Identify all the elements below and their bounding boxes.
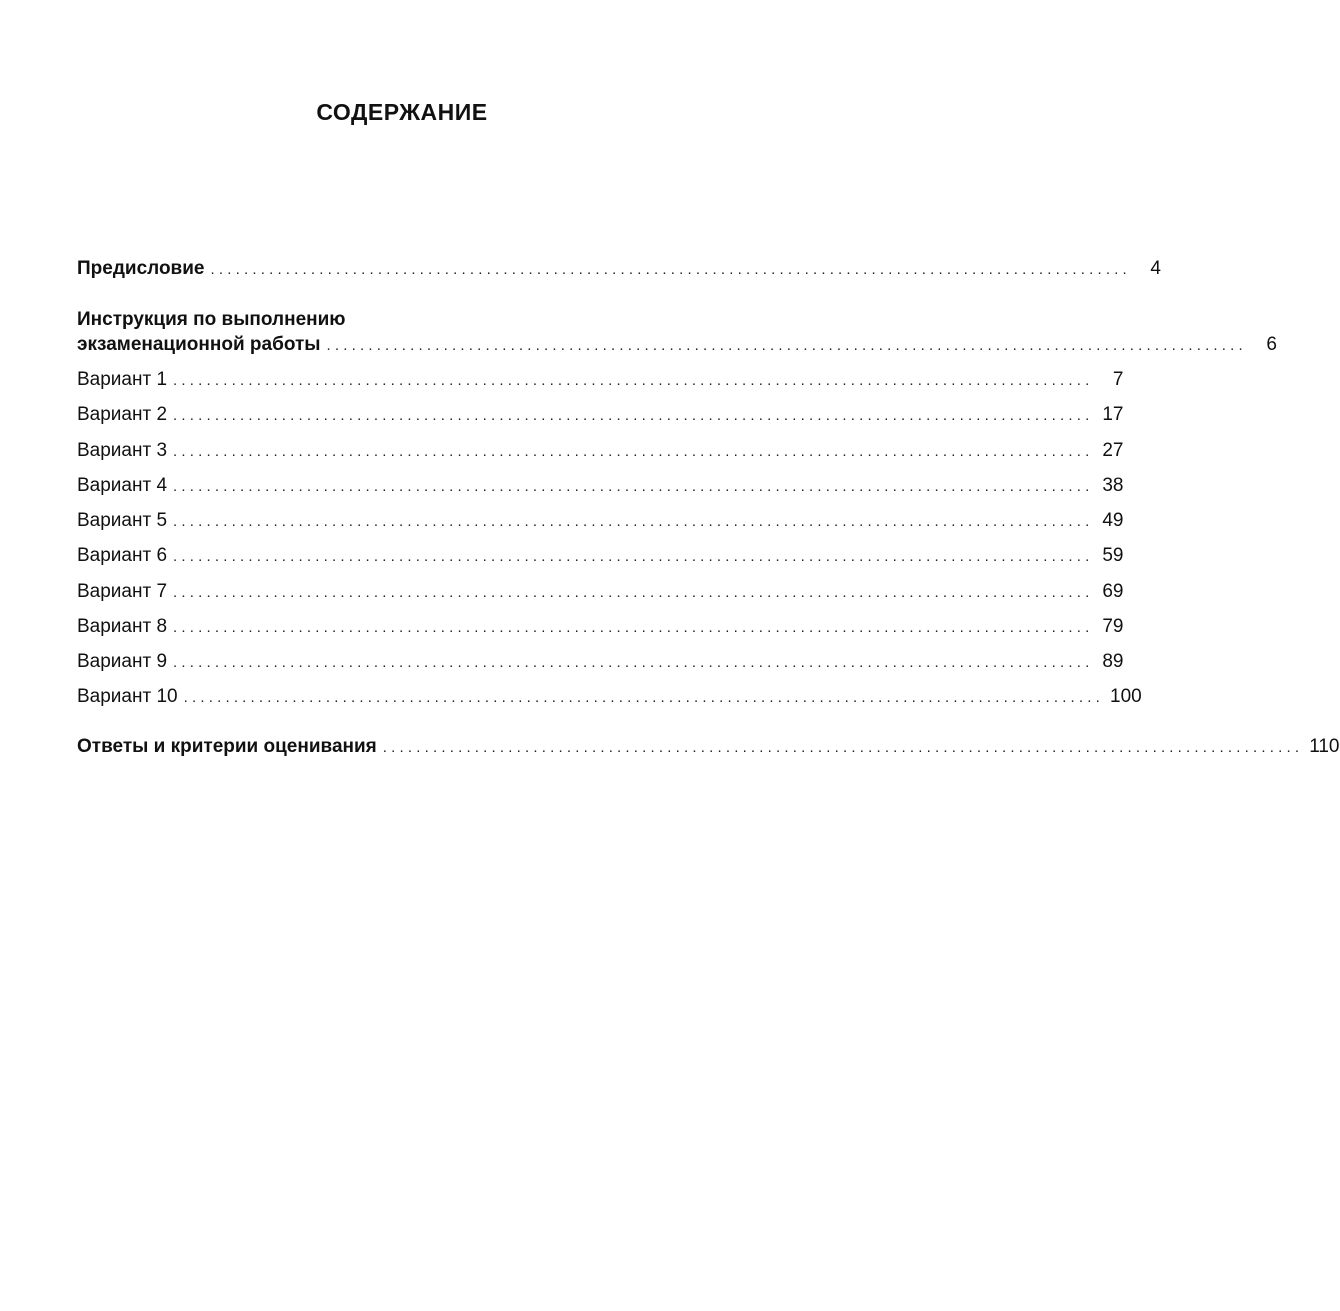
toc-page-number: 89 <box>1102 651 1124 672</box>
dot-leader: .............................................................................................................. <box>173 654 1094 671</box>
toc-entry-answers[interactable] <box>77 734 1340 759</box>
page-title: СОДЕРЖАНИЕ <box>316 99 488 125</box>
toc-entry-variant-4[interactable] <box>77 473 1124 498</box>
dot-leader: .............................................................................................................. <box>173 407 1094 424</box>
dot-leader: .............................................................................................................. <box>173 619 1094 636</box>
toc-page-number: 110 <box>1309 736 1340 757</box>
toc-page-number: 17 <box>1102 404 1124 425</box>
toc-entry-title: Вариант 7 <box>77 581 168 602</box>
toc-entry-variant-2[interactable] <box>77 402 1124 427</box>
toc-entry-variant-8[interactable] <box>77 614 1124 639</box>
dot-leader: .............................................................................................................. <box>183 689 1105 706</box>
dot-leader: .............................................................................................................. <box>382 739 1304 756</box>
toc-entry-variant-1[interactable] <box>77 367 1124 392</box>
toc-entry-title: Вариант 8 <box>77 616 168 637</box>
dot-leader: .............................................................................................................. <box>173 513 1094 530</box>
toc-entry-variant-7[interactable] <box>77 579 1124 604</box>
toc-page-number: 6 <box>1266 334 1277 355</box>
toc-page-number: 79 <box>1102 616 1124 637</box>
dot-leader: .............................................................................................................. <box>173 478 1094 495</box>
table-of-contents <box>77 256 1340 757</box>
toc-page-number: 49 <box>1102 510 1124 531</box>
toc-entry-title: Ответы и критерии оценивания <box>77 736 377 757</box>
toc-entry-title: Вариант 10 <box>77 686 178 707</box>
toc-entry-title: Вариант 5 <box>77 510 168 531</box>
toc-entry-instructions[interactable] <box>77 307 1277 357</box>
toc-entry-title: Вариант 3 <box>77 440 168 461</box>
toc-entry-title-line1: Инструкция по выполнению <box>77 309 346 330</box>
toc-entry-title: Вариант 9 <box>77 651 168 672</box>
dot-leader: .............................................................................................................. <box>173 372 1094 389</box>
toc-entry-title: Вариант 6 <box>77 545 168 566</box>
dot-leader: .............................................................................................................. <box>173 443 1094 460</box>
toc-page-number: 100 <box>1110 686 1142 707</box>
toc-page-number: 7 <box>1112 369 1124 390</box>
toc-entry-variant-6[interactable] <box>77 543 1124 568</box>
toc-page-number: 27 <box>1102 440 1124 461</box>
dot-leader: .............................................................................................................. <box>173 584 1094 601</box>
toc-entry-title: Вариант 4 <box>77 475 168 496</box>
dot-leader: .............................................................................................................. <box>210 261 1131 278</box>
toc-entry-variant-3[interactable] <box>77 438 1124 463</box>
toc-page-number: 38 <box>1102 475 1124 496</box>
toc-page-number: 59 <box>1102 545 1124 566</box>
toc-entry-title: Вариант 2 <box>77 404 168 425</box>
toc-entry-variant-10[interactable] <box>77 684 1142 709</box>
toc-entry-title: Вариант 1 <box>77 369 168 390</box>
toc-entry-preface[interactable] <box>77 256 1161 281</box>
toc-entry-variant-5[interactable] <box>77 508 1124 533</box>
dot-leader: .............................................................................................................. <box>173 548 1094 565</box>
toc-entry-variant-9[interactable] <box>77 649 1124 674</box>
toc-entry-title: Предисловие <box>77 258 205 279</box>
toc-page-number: 69 <box>1102 581 1124 602</box>
toc-entry-title: экзаменационной работы <box>77 334 321 355</box>
dot-leader: .............................................................................................................. <box>326 337 1247 354</box>
toc-page-number: 4 <box>1150 258 1161 279</box>
